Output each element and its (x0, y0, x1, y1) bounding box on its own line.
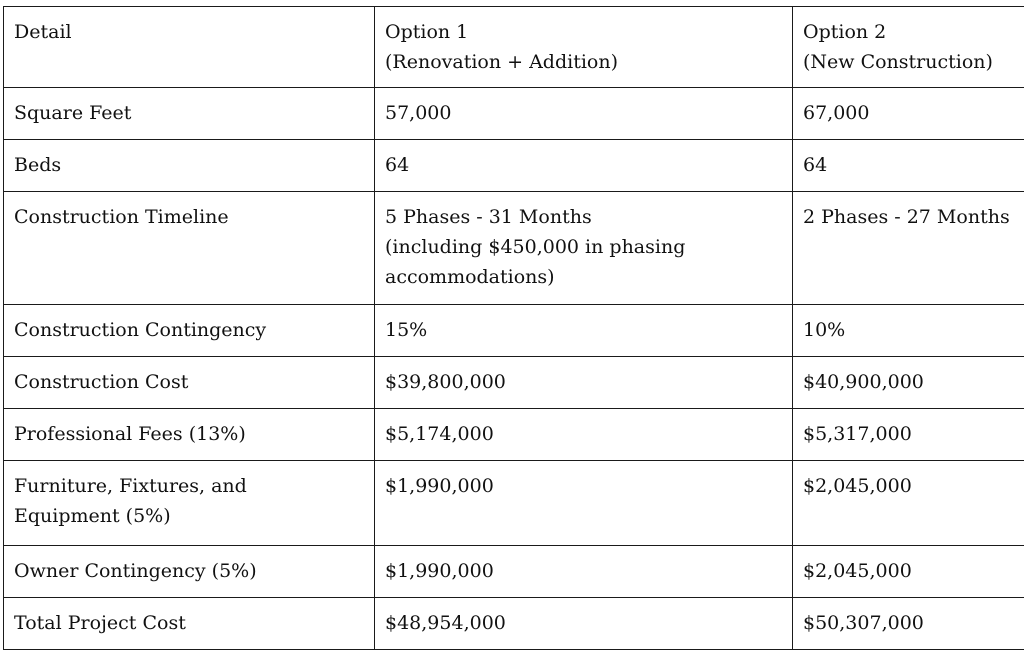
header-cell: Option 1 (Renovation + Addition) (375, 7, 793, 88)
table-row (4, 598, 1024, 650)
table-cell: $50,307,000 (793, 598, 1024, 650)
table-header-row (4, 7, 1024, 88)
table-cell: 15% (375, 305, 793, 357)
comparison-table (3, 6, 1024, 650)
table-cell: Square Feet (4, 88, 375, 140)
table-cell: $1,990,000 (375, 546, 793, 598)
table-row (4, 88, 1024, 140)
table-row (4, 461, 1024, 546)
table-cell: 10% (793, 305, 1024, 357)
table-row (4, 409, 1024, 461)
table-cell: $2,045,000 (793, 461, 1024, 546)
table-cell: 2 Phases - 27 Months (793, 192, 1024, 305)
table-cell: 64 (375, 140, 793, 192)
table-cell: Construction Cost (4, 357, 375, 409)
table-cell: Furniture, Fixtures, and Equipment (5%) (4, 461, 375, 546)
table-cell: Construction Contingency (4, 305, 375, 357)
table-row (4, 305, 1024, 357)
header-cell: Option 2 (New Construction) (793, 7, 1024, 88)
table-cell: Professional Fees (13%) (4, 409, 375, 461)
table-cell: Total Project Cost (4, 598, 375, 650)
table-cell: $39,800,000 (375, 357, 793, 409)
table-cell: $5,174,000 (375, 409, 793, 461)
table-cell: Owner Contingency (5%) (4, 546, 375, 598)
table-cell: $40,900,000 (793, 357, 1024, 409)
table-cell: 5 Phases - 31 Months (including $450,000 in phasing accommodations) (375, 192, 793, 305)
table-cell: $48,954,000 (375, 598, 793, 650)
table-row (4, 192, 1024, 305)
table-cell: $5,317,000 (793, 409, 1024, 461)
table-row (4, 140, 1024, 192)
table-cell: 67,000 (793, 88, 1024, 140)
table-row (4, 357, 1024, 409)
table-cell: $2,045,000 (793, 546, 1024, 598)
header-cell: Detail (4, 7, 375, 88)
table-row (4, 546, 1024, 598)
table-cell: Beds (4, 140, 375, 192)
table-cell: 64 (793, 140, 1024, 192)
table-cell: Construction Timeline (4, 192, 375, 305)
table-cell: 57,000 (375, 88, 793, 140)
table-cell: $1,990,000 (375, 461, 793, 546)
